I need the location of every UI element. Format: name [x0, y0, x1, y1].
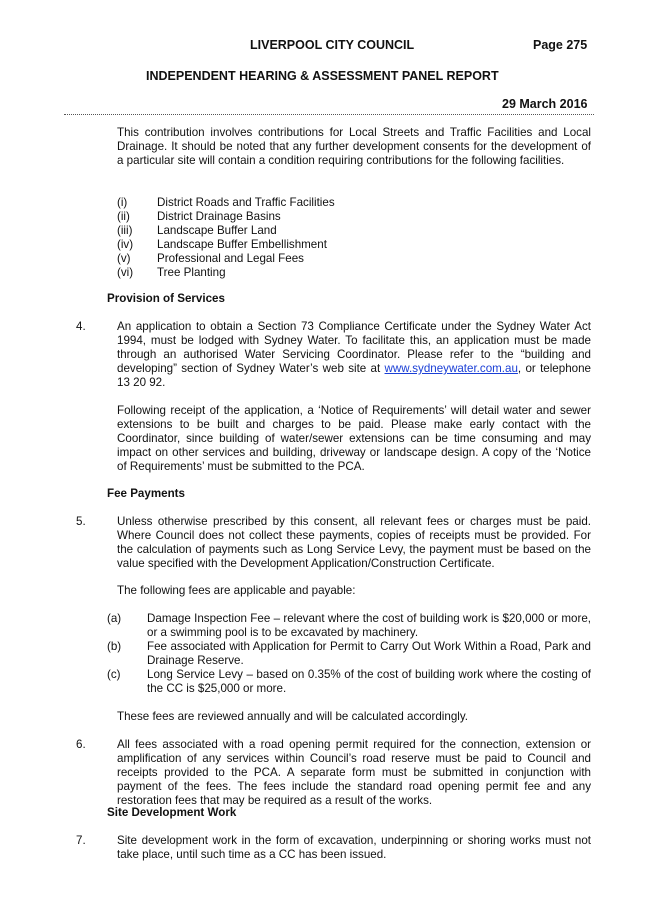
clause-number: 7.	[76, 834, 86, 847]
services-paragraph: An application to obtain a Section 73 Compliance Certificate under the Sydney Water Act 1994, must be lodged with Sydney Water. To facilitate this, an application must be made through an authorised Water Servicing Coordinator. Please refer to the “building and developing” section of Sydney Water’s web site at www.sydneywater.com.au, or telephone 13 20 92.	[117, 320, 591, 389]
fees-paragraph: Unless otherwise prescribed by this consent, all relevant fees or charges must be paid. Where Council does not collect these payments, copies of receipts must be provided. For the calculation of payments such as Long Service Levy, the payment must be based on the value specified with the Development Application/Construction Certificate.	[117, 515, 591, 570]
sydney-water-link[interactable]: www.sydneywater.com.au	[384, 362, 518, 375]
fees-list	[107, 612, 591, 696]
header-divider	[64, 114, 594, 115]
council-name: LIVERPOOL CITY COUNCIL	[250, 38, 415, 52]
section-heading-fees: Fee Payments	[107, 487, 185, 500]
clause-number: 4.	[76, 320, 86, 333]
list-item: (a) Damage Inspection Fee – relevant where the cost of building work is $20,000 or more, or a swimming pool is to be excavated by machinery.	[107, 612, 591, 639]
list-item: (c) Long Service Levy – based on 0.35% of the cost of building work where the costing of the CC is $25,000 or more.	[107, 668, 591, 695]
list-item: (b) Fee associated with Application for Permit to Carry Out Work Within a Road, Park and Drainage Reserve.	[107, 640, 591, 667]
section-heading-site: Site Development Work	[107, 806, 237, 819]
page-number: Page 275	[533, 38, 588, 52]
report-title: INDEPENDENT HEARING & ASSESSMENT PANEL REPORT	[146, 69, 499, 83]
report-date: 29 March 2016	[502, 97, 588, 111]
notice-paragraph: Following receipt of the application, a ‘Notice of Requirements’ will detail water and sewer extensions to be built and charges to be paid. Please make early contact with the Coordinator, since building of water/sewer extensions can be time consuming and may impact on other services and building, driveway or landscape design. A copy of the ‘Notice of Requirements’ must be submitted to the PCA.	[117, 404, 591, 473]
fees-intro: The following fees are applicable and payable:	[117, 584, 356, 597]
fees-review-note: These fees are reviewed annually and will be calculated accordingly.	[117, 710, 469, 723]
road-permit-paragraph: All fees associated with a road opening permit required for the connection, extension or amplification of any services within Council’s road reserve must be paid to Council and receipts provided to the PCA. A separate form must be submitted in conjunction with payment of the fees. The fees include the standard road opening permit fee and any restoration fees that may be required as a result of the works.	[117, 738, 591, 807]
site-work-paragraph: Site development work in the form of excavation, underpinning or shoring works must not take place, until such time as a CC has been issued.	[117, 834, 591, 861]
contribution-paragraph: This contribution involves contributions for Local Streets and Traffic Facilities and Local Drainage. It should be noted that any further development consents for the development of a particular site will contain a condition requiring contributions for the following facilities.	[117, 126, 591, 167]
clause-number: 5.	[76, 515, 86, 528]
section-heading-services: Provision of Services	[107, 292, 225, 305]
clause-number: 6.	[76, 738, 86, 751]
